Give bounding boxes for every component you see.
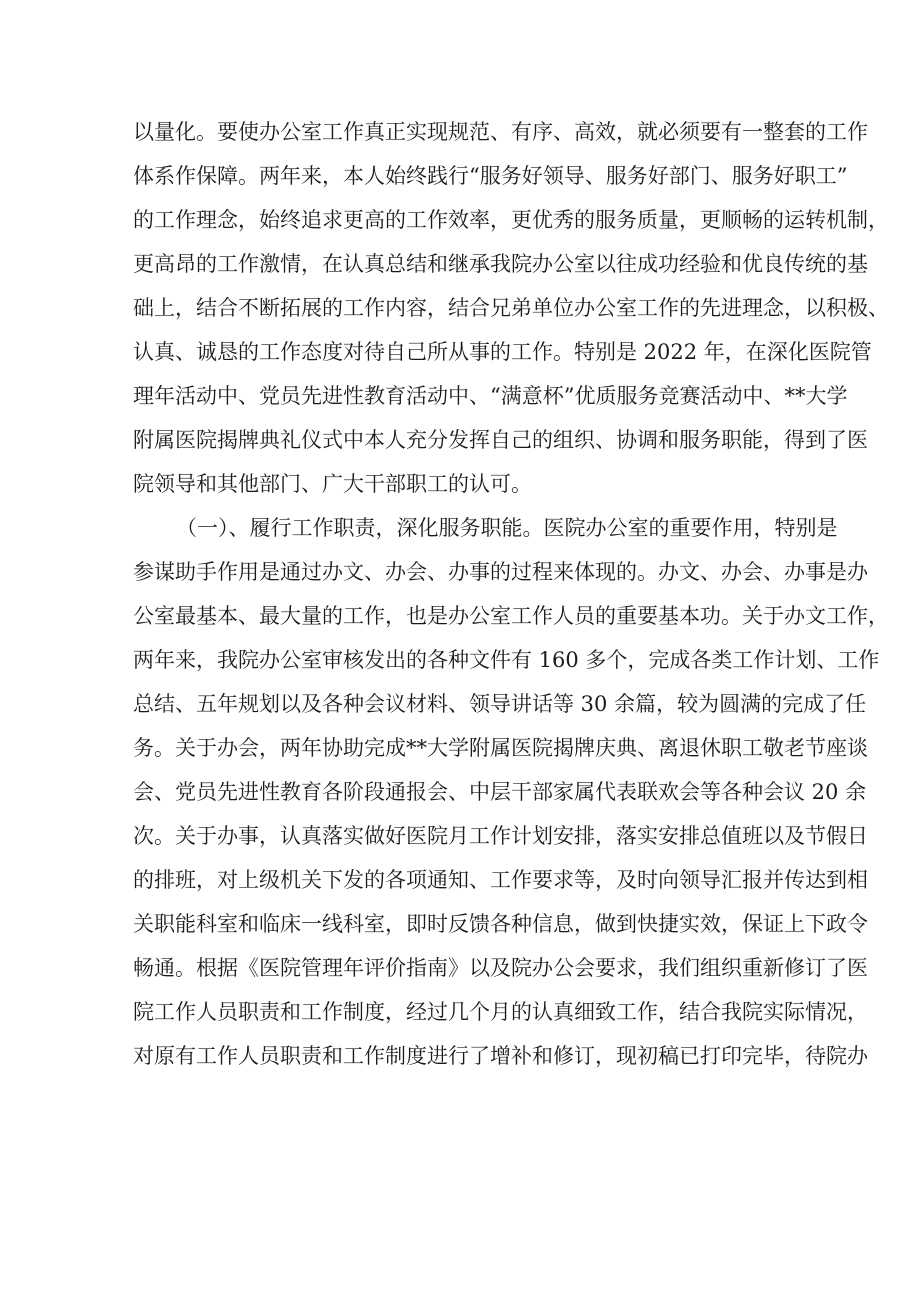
text-line: 对原有工作人员职责和工作制度进行了增补和修订，现初稿已打印完毕，待院办: [133, 1044, 868, 1068]
text-line: 关职能科室和临床一线科室，即时反馈各种信息，做到快捷实效，保证上下政令: [133, 912, 868, 936]
text-line: 理年活动中、党员先进性教育活动中、“满意杯”优质服务竞赛活动中、**大学: [133, 384, 848, 408]
text-line: 以量化。要使办公室工作真正实现规范、有序、高效，就必须要有一整套的工作: [133, 120, 868, 144]
text-line: 的排班，对上级机关下发的各项通知、工作要求等，及时向领导汇报并传达到相: [133, 868, 868, 892]
text-line: 参谋助手作用是通过办文、办会、办事的过程来体现的。办文、办会、办事是办: [133, 560, 868, 584]
text-line: 院工作人员职责和工作制度，经过几个月的认真细致工作，结合我院实际情况，: [133, 1000, 868, 1024]
text-line: 认真、诚恳的工作态度对待自己所从事的工作。特别是 2022 年，在深化医院管: [133, 340, 872, 364]
text-line: 公室最基本、最大量的工作，也是办公室工作人员的重要基本功。关于办文工作，: [133, 604, 889, 628]
text-line: 院领导和其他部门、广大干部职工的认可。: [133, 472, 532, 496]
text-line: 更高昂的工作激情，在认真总结和继承我院办公室以往成功经验和优良传统的基: [133, 252, 868, 276]
text-line: 总结、五年规划以及各种会议材料、领导讲话等 30 余篇，较为圆满的完成了任: [133, 692, 867, 716]
text-line: （一）、履行工作职责，深化服务职能。医院办公室的重要作用，特别是: [176, 516, 838, 540]
text-line: 次。关于办事，认真落实做好医院月工作计划安排，落实安排总值班以及节假日: [133, 824, 868, 848]
text-line: 两年来，我院办公室审核发出的各种文件有 160 多个，完成各类工作计划、工作: [133, 648, 880, 672]
text-line: 体系作保障。两年来，本人始终践行“服务好领导、服务好部门、服务好职工”: [133, 164, 848, 188]
text-line: 的工作理念，始终追求更高的工作效率，更优秀的服务质量，更顺畅的运转机制，: [133, 208, 889, 232]
text-line: 畅通。根据《医院管理年评价指南》以及院办公会要求，我们组织重新修订了医: [133, 956, 868, 980]
text-line: 础上，结合不断拓展的工作内容，结合兄弟单位办公室工作的先进理念，以积极、: [133, 296, 889, 320]
text-line: 会、党员先进性教育各阶段通报会、中层干部家属代表联欢会等各种会议 20 余: [133, 780, 867, 804]
text-line: 务。关于办会，两年协助完成**大学附属医院揭牌庆典、离退休职工敬老节座谈: [133, 736, 868, 760]
text-line: 附属医院揭牌典礼仪式中本人充分发挥自己的组织、协调和服务职能，得到了医: [133, 428, 868, 452]
